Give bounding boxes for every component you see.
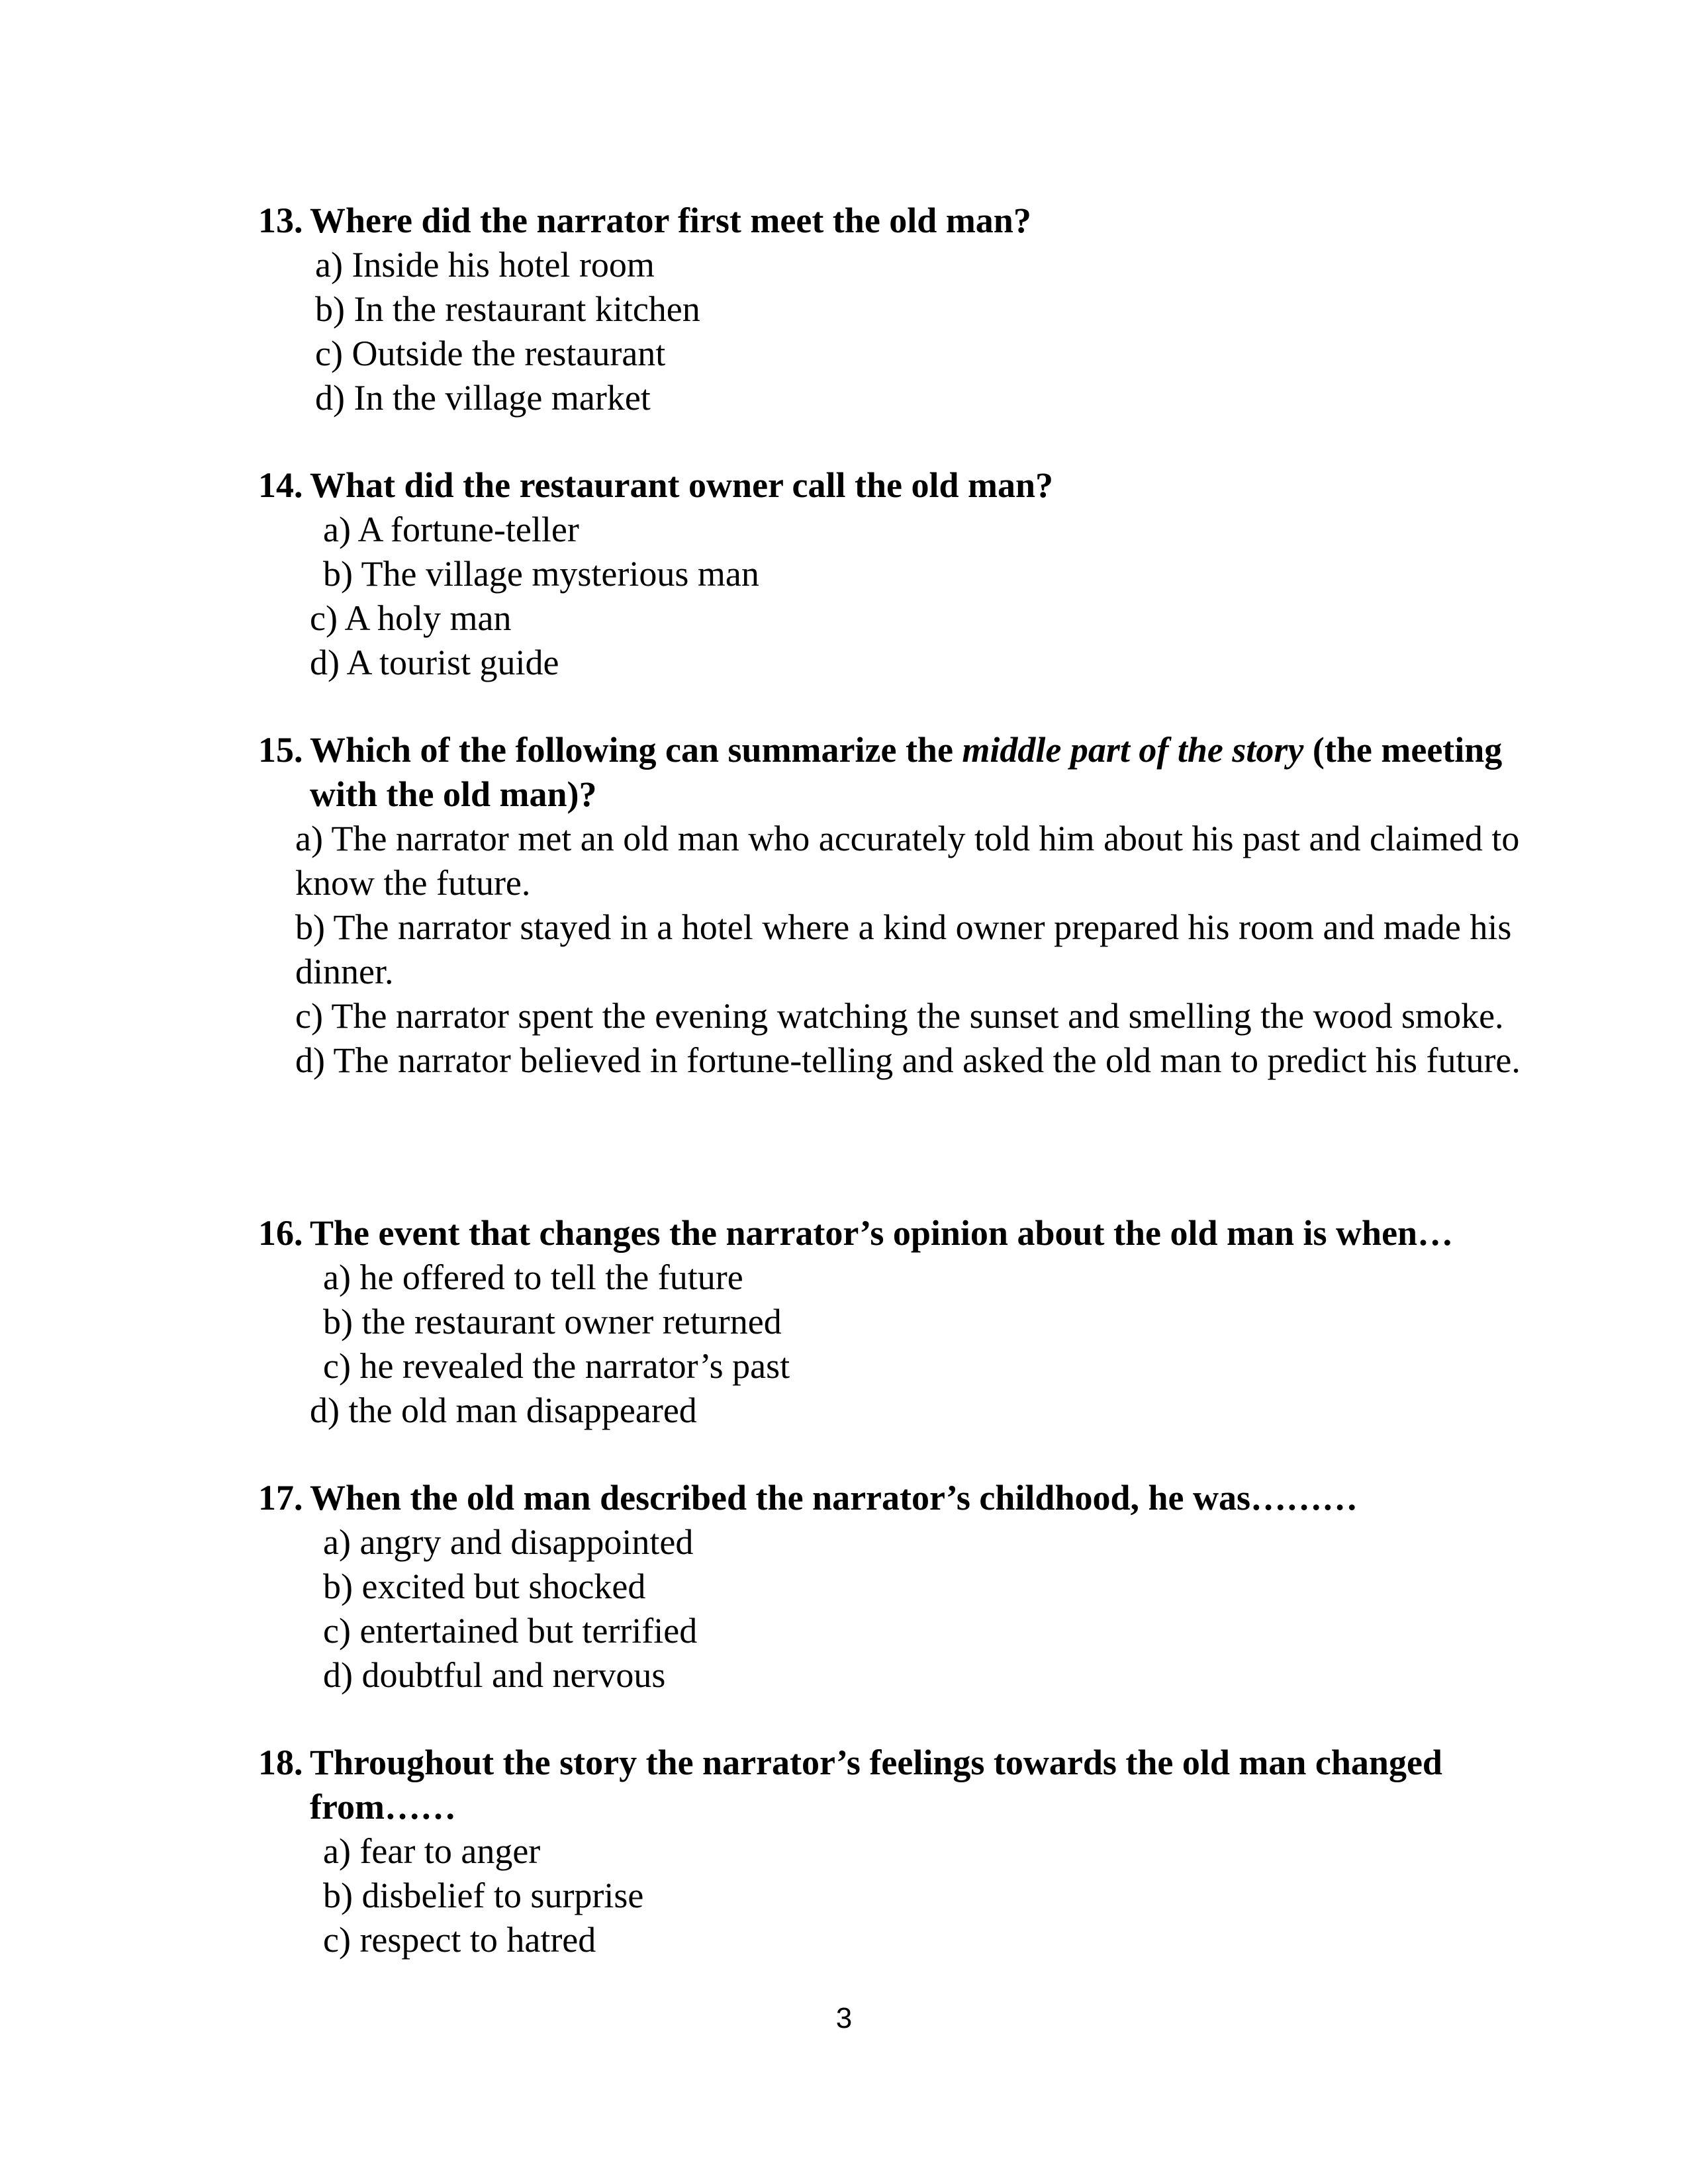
answer-option: a) fear to anger [323,1831,541,1871]
question-stem [258,463,1549,508]
answer-option: b) excited but shocked [323,1567,646,1606]
question-text: Where did the narrator first meet the old man? [310,201,1031,240]
answer-options [258,508,1549,685]
question-number: 14. [258,465,303,505]
answer-option: d) A tourist guide [310,643,559,682]
question-text-start: Which of the following can summarize the [310,730,962,770]
question-text-emphasis: middle part of the story [962,730,1304,770]
question-number: 17. [258,1478,303,1518]
answer-options [258,817,1526,1083]
page-number: 3 [835,2002,853,2034]
answer-option: c) entertained but terrified [323,1611,698,1651]
answer-options [258,1829,1549,1962]
answer-option: a) A fortune-teller [323,510,579,549]
question-15 [258,728,1549,1083]
answer-option: a) The narrator met an old man who accurately told him about his past and claimed to know the future. [295,819,1520,903]
question-stem [258,1476,1549,1520]
answer-option: b) The narrator stayed in a hotel where a kind owner prepared his room and made his dinner. [295,907,1512,991]
question-stem [258,1211,1582,1255]
question-stem [258,728,1549,817]
question-text: The event that changes the narrator’s opinion about the old man is when… [310,1213,1454,1253]
question-text: Throughout the story the narrator’s feelings towards the old man changed from…… [310,1743,1442,1827]
answer-option: c) Outside the restaurant [315,334,666,373]
question-stem [258,199,1549,243]
question-14 [258,463,1549,685]
question-17 [258,1476,1549,1698]
answer-options [258,1255,1582,1433]
answer-option: c) he revealed the narrator’s past [323,1346,790,1386]
question-16 [258,1211,1582,1433]
answer-option: b) The village mysterious man [323,554,759,594]
question-stem [258,1741,1549,1829]
question-text: What did the restaurant owner call the old man? [310,465,1054,505]
answer-option: d) doubtful and nervous [323,1655,666,1695]
answer-options [258,243,1549,420]
answer-option: d) the old man disappeared [310,1390,697,1430]
answer-option: a) Inside his hotel room [315,245,655,285]
answer-option: d) In the village market [315,378,651,418]
answer-option: b) In the restaurant kitchen [315,289,700,329]
question-13 [258,199,1549,420]
answer-option: a) he offered to tell the future [323,1257,743,1297]
question-number: 15. [258,730,303,770]
answer-options [258,1520,1549,1698]
answer-option: c) respect to hatred [323,1920,596,1960]
question-number: 18. [258,1743,303,1782]
answer-option: b) disbelief to surprise [323,1876,644,1915]
answer-option: d) The narrator believed in fortune-telling and asked the old man to predict his future. [295,1040,1521,1080]
answer-option: a) angry and disappointed [323,1522,694,1562]
question-number: 13. [258,201,303,240]
answer-option: c) A holy man [310,598,512,638]
question-18 [258,1741,1549,1962]
answer-option: c) The narrator spent the evening watching the sunset and smelling the wood smoke. [295,996,1504,1036]
question-text-end: (the meeting with the old man)? [310,730,1503,814]
question-number: 16. [258,1213,303,1253]
question-text: When the old man described the narrator’s childhood, he was……… [310,1478,1358,1518]
question-text [310,728,1549,817]
answer-option: b) the restaurant owner returned [323,1302,782,1342]
